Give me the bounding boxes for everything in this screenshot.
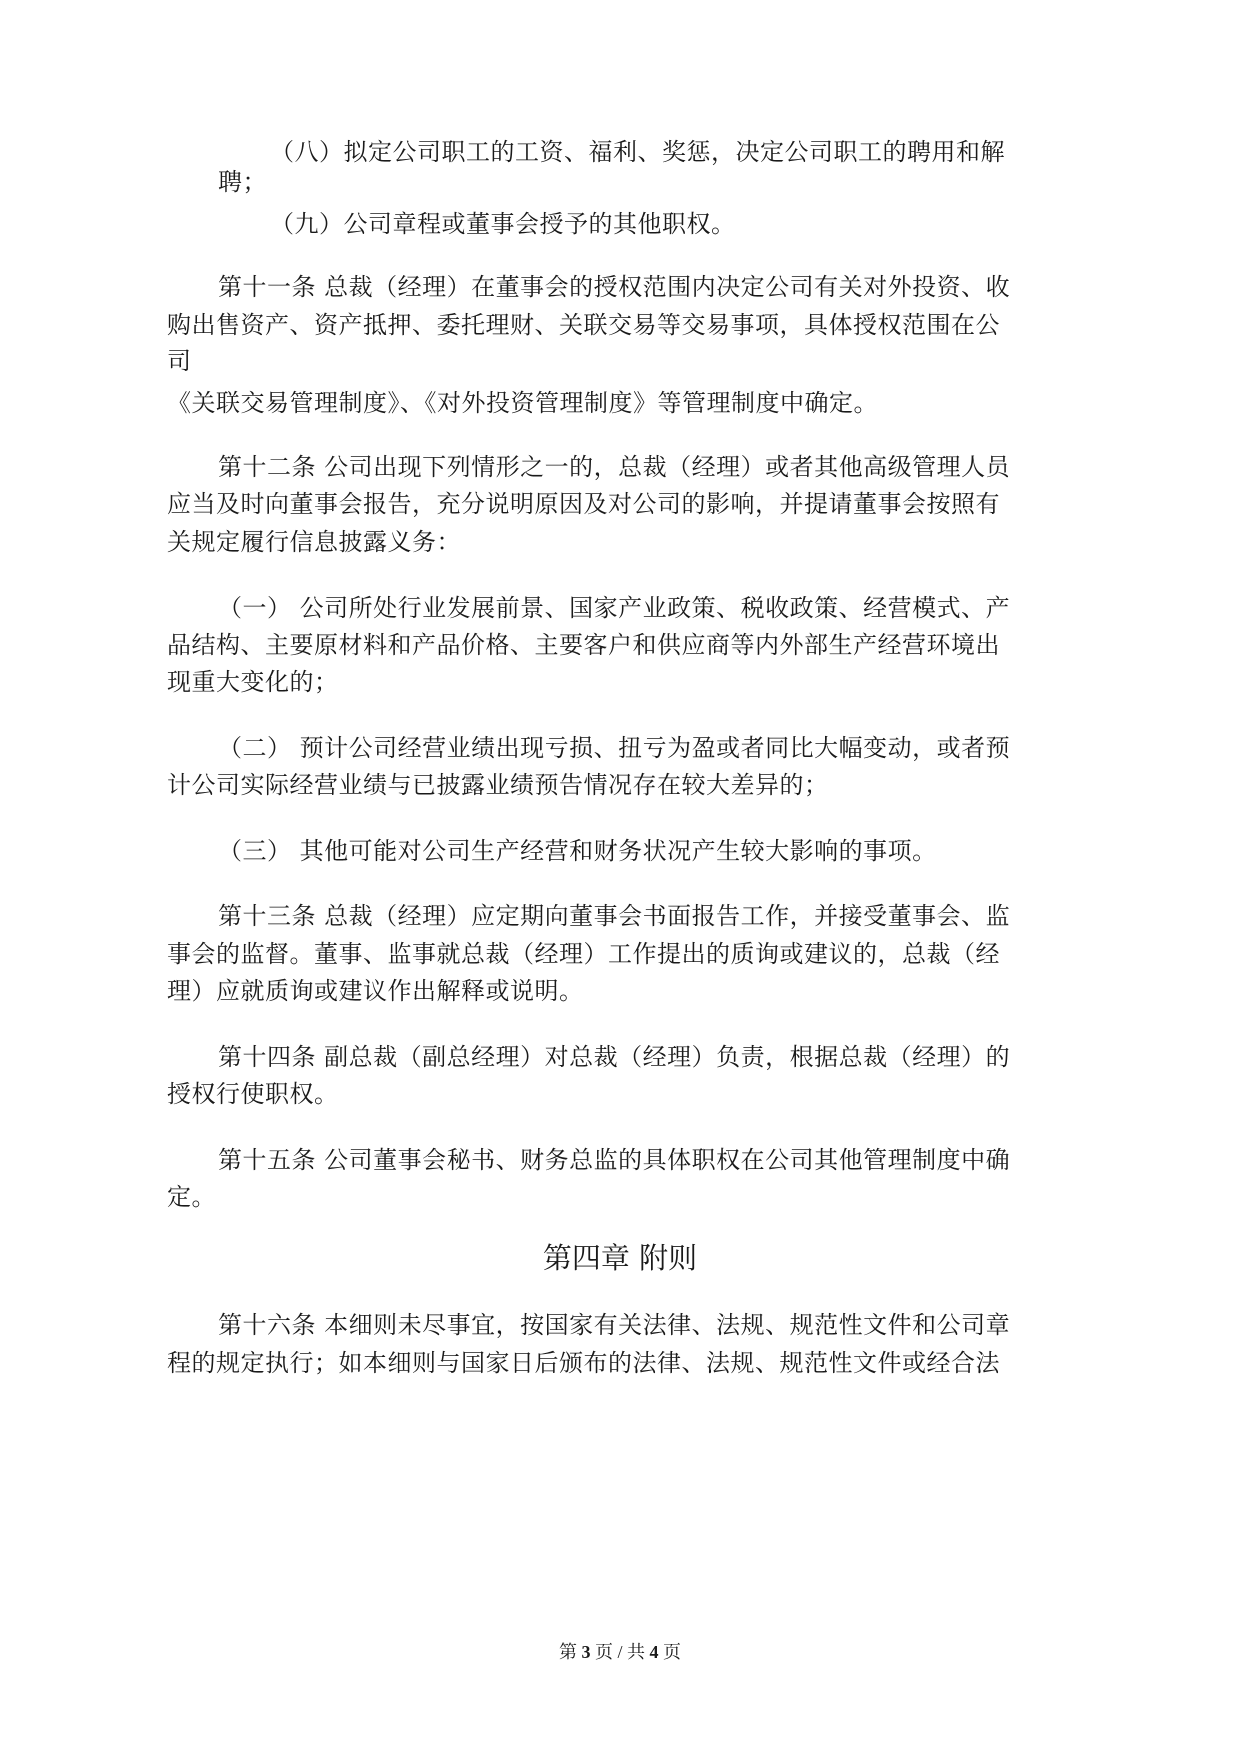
paragraph-line: 聘；: [218, 168, 267, 196]
footer-middle: 页 / 共: [594, 1642, 645, 1662]
footer-prefix: 第: [558, 1642, 577, 1662]
paragraph-line: 计公司实际经营业绩与已披露业绩预告情况存在较大差异的；: [167, 771, 829, 799]
paragraph-line: （八）拟定公司职工的工资、福利、奖惩，决定公司职工的聘用和解: [270, 138, 1005, 166]
paragraph-line: 第十二条 公司出现下列情形之一的，总裁（经理）或者其他高级管理人员: [218, 453, 1011, 481]
paragraph-line: （三） 其他可能对公司生产经营和财务状况产生较大影响的事项。: [218, 837, 937, 865]
paragraph-line: 理）应就质询或建议作出解释或说明。: [167, 977, 584, 1005]
paragraph-line: 事会的监督。董事、监事就总裁（经理）工作提出的质询或建议的，总裁（经: [167, 940, 1000, 968]
paragraph-line: （九）公司章程或董事会授予的其他职权。: [270, 210, 736, 238]
paragraph-line: 定。: [167, 1183, 216, 1211]
paragraph-line: 第十六条 本细则未尽事宜，按国家有关法律、法规、规范性文件和公司章: [218, 1311, 1011, 1339]
footer-suffix: 页: [663, 1642, 681, 1662]
paragraph-line: 购出售资产、资产抵押、委托理财、关联交易等交易事项，具体授权范围在公: [167, 311, 1000, 339]
paragraph-line: 品结构、主要原材料和产品价格、主要客户和供应商等内外部生产经营环境出: [167, 631, 1000, 659]
paragraph-line: 第十三条 总裁（经理）应定期向董事会书面报告工作，并接受董事会、监: [218, 902, 1011, 930]
paragraph-line: （二） 预计公司经营业绩出现亏损、扭亏为盈或者同比大幅变动，或者预: [218, 734, 1011, 762]
page-number-footer: [0, 1640, 1240, 1664]
paragraph-line: （一） 公司所处行业发展前景、国家产业政策、税收政策、经营模式、产: [218, 594, 1011, 622]
paragraph-line: 第十一条 总裁（经理）在董事会的授权范围内决定公司有关对外投资、收: [218, 273, 1011, 301]
footer-current-page: 3: [581, 1642, 591, 1662]
paragraph-line: 第十五条 公司董事会秘书、财务总监的具体职权在公司其他管理制度中确: [218, 1146, 1011, 1174]
paragraph-line: 授权行使职权。: [167, 1080, 339, 1108]
chapter-heading: 第四章 附则: [542, 1241, 698, 1275]
paragraph-line: 现重大变化的；: [167, 668, 339, 696]
paragraph-line: 程的规定执行；如本细则与国家日后颁布的法律、法规、规范性文件或经合法: [167, 1349, 1000, 1377]
paragraph-line: 第十四条 副总裁（副总经理）对总裁（经理）负责，根据总裁（经理）的: [218, 1043, 1011, 1071]
paragraph-line: 关规定履行信息披露义务：: [167, 528, 461, 556]
footer-total-pages: 4: [649, 1642, 659, 1662]
paragraph-line: 司: [167, 347, 192, 375]
paragraph-line: 《关联交易管理制度》、《对外投资管理制度》等管理制度中确定。: [167, 389, 878, 417]
paragraph-line: 应当及时向董事会报告，充分说明原因及对公司的影响，并提请董事会按照有: [167, 490, 1000, 518]
